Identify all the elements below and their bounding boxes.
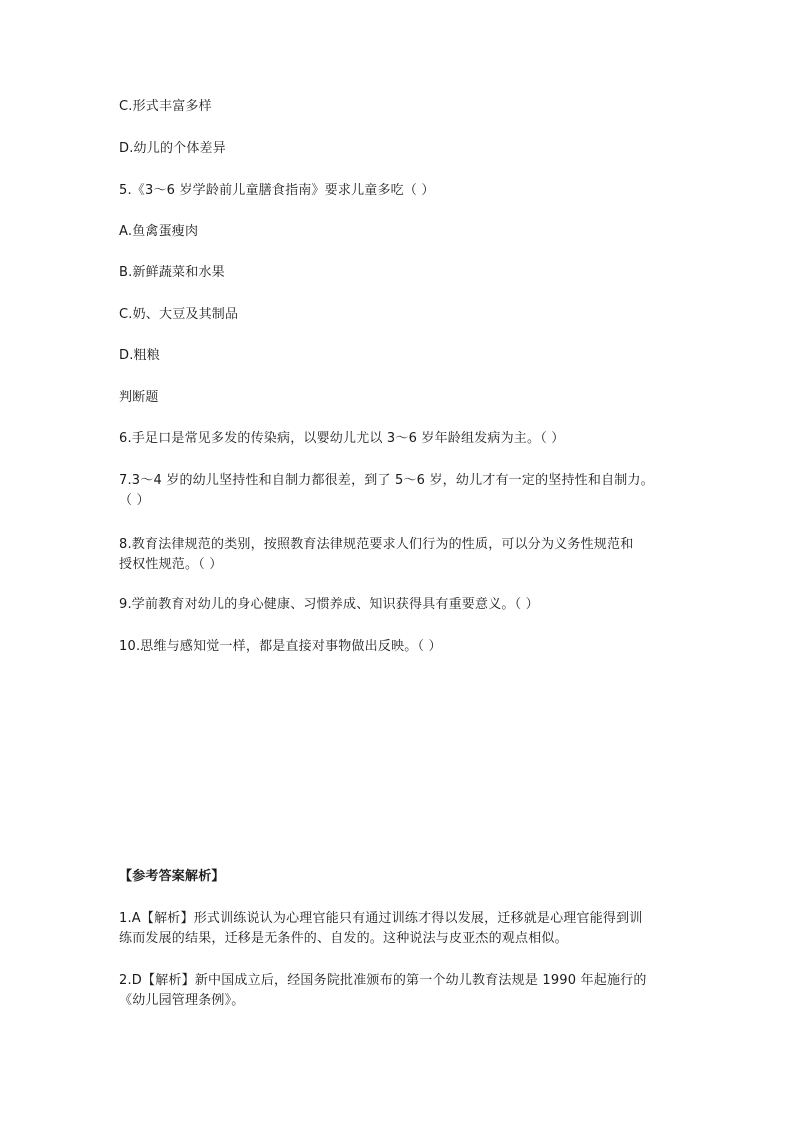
question-7-line1: 7.3～4 岁的幼儿坚持性和自制力都很差，到了 5～6 岁，幼儿才有一定的坚持性和自制力。 [119,473,654,488]
question-8-line2: 授权性规范。（ ） [119,557,223,572]
answer-2 [119,971,679,1011]
question-8 [119,535,679,575]
option-b-q5: B.新鲜蔬菜和水果 [119,265,225,280]
answer-2-line2: 《幼儿园管理条例》。 [119,993,245,1008]
option-d-q5: D.粗粮 [119,348,160,363]
question-9: 9.学前教育对幼儿的身心健康、习惯养成、知识获得具有重要意义。（ ） [119,597,539,612]
option-c-q5: C.奶、大豆及其制品 [119,307,239,322]
answer-1-line2: 练而发展的结果，迁移是无条件的、自发的。这种说法与皮亚杰的观点相似。 [119,931,568,946]
question-5: 5.《3～6 岁学龄前儿童膳食指南》要求儿童多吃（ ） [119,183,435,198]
answers-title: 【参考答案解析】 [119,869,225,884]
answer-2-line1: 2.D【解析】新中国成立后，经国务院批准颁布的第一个幼儿教育法规是 1990 年起施行的 [119,973,647,988]
question-7 [119,471,679,511]
question-8-line1: 8.教育法律规范的类别，按照教育法律规范要求人们行为的性质，可以分为义务性规范和 [119,537,634,552]
option-d-q4: D.幼儿的个体差异 [119,141,226,156]
option-a-q5: A.鱼禽蛋瘦肉 [119,224,199,239]
option-c-q4: C.形式丰富多样 [119,99,212,114]
section-title-judgment: 判断题 [119,390,159,405]
answer-1 [119,909,679,949]
question-6: 6.手足口是常见多发的传染病，以婴幼儿尤以 3～6 岁年龄组发病为主。（ ） [119,431,565,446]
question-7-line2: （ ） [119,493,150,508]
answer-1-line1: 1.A【解析】形式训练说认为心理官能只有通过训练才得以发展，迁移就是心理官能得到训 [119,911,643,926]
question-10: 10.思维与感知觉一样，都是直接对事物做出反映。（ ） [119,639,442,654]
